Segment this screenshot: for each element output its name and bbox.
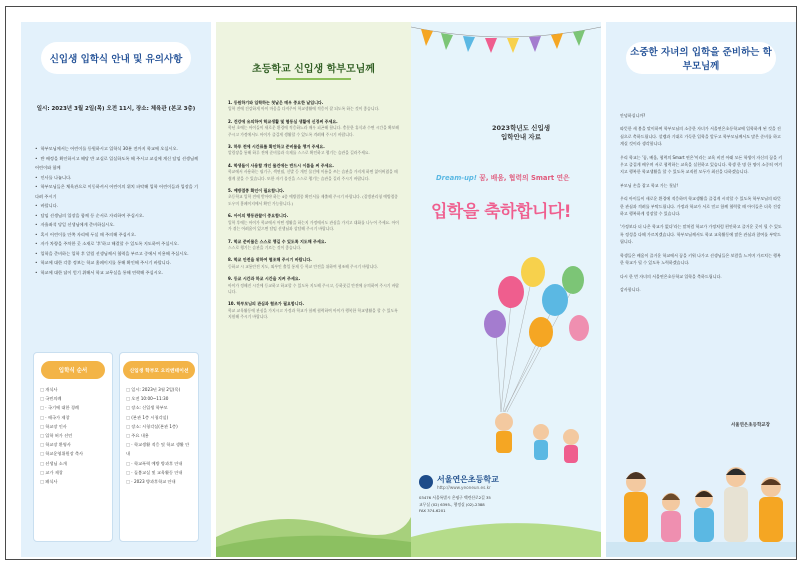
guideline-item [228, 163, 399, 182]
precaution-item: • 자율좌석 당일 선생님에게 준비하십시오. [35, 220, 201, 230]
greeting-paragraph: 감사합니다. [620, 286, 641, 292]
order-item: □ 학교장 인사 [40, 422, 106, 431]
order-item: □ 입학 허가 선언 [40, 431, 106, 440]
cover-school-year [466, 124, 576, 142]
order-item: □ 교가 제창 [40, 468, 106, 477]
orientation-item: □ · 2023 방과후학교 안내 [126, 477, 192, 486]
ceremony-order-list [34, 385, 112, 486]
order-item: □ 선생님 소개 [40, 459, 106, 468]
parent-guidelines [228, 100, 399, 327]
address-line: FAX 374-6201 [419, 508, 446, 513]
order-item: □ 학교운영위원장 축사 [40, 449, 106, 458]
guideline-item [228, 239, 399, 252]
guideline-heading: 8. 학교 안전을 위하여 협조해 주시기 바랍니다. [228, 257, 312, 263]
orientation-item: □ · 돌봄교실 및 교육활동 안내 [126, 468, 192, 477]
greeting-paragraph: 부모님 손을 잡고 학교 가는 첫날! [620, 182, 679, 188]
guideline-text: 학교에서 사용하는 필기구, 색연필, 신발 등 개인 물건에 이름을 쓰는 습관을 가지게 하면 잃어버렸을 때 쉽게 찾을 수 있습니다. 또한 자기 물건을 스스로 챙기는 습관을 길러 주시기 바랍니다. [228, 169, 398, 181]
orientation-item: □ · 학교생활 적응 및 학교 생활 안내 [126, 440, 192, 458]
slogan-dream: Dream-up! [436, 174, 477, 182]
brochure-frame [5, 6, 797, 560]
guideline-text: 학년 초에는 아이들이 새로운 환경에 적응하느라 매우 피곤해 합니다. 충분한 휴식과 수면 시간을 확보해 주시고 가정에서도 아이가 즐겁게 생활할 수 있도록 격려해 주시기 바랍니다. [228, 125, 399, 137]
precaution-item: • 자가 차량을 주차한 곳 소재로 '후'하고 해결할 수 있도록 지도하여 주십시오. [35, 239, 201, 249]
school-name: 서울연은초등학교 [437, 475, 499, 484]
orientation-list [120, 385, 198, 486]
guideline-heading: 3. 하루 전에 시간표를 확인하고 준비물을 챙겨 주세요. [228, 144, 325, 150]
school-year-label: 2023학년도 신입생 [491, 124, 551, 132]
guideline-item [228, 276, 399, 295]
panel-entrance-guide [21, 22, 211, 557]
order-item: □ 국민의례 [40, 394, 106, 403]
guideline-heading: 9. 등교 시간과 하교 시간을 지켜 주세요. [228, 276, 301, 282]
precaution-item: • 인사를 나눕니다. [35, 173, 201, 183]
guideline-text: 스스로 챙기는 습관을 기르는 것이 좋습니다. [228, 244, 302, 250]
guideline-item [228, 144, 399, 157]
greeting-paragraph: 따뜻한 새 봄을 맞이하여 학부모님의 소중한 자녀가 서울연은초등학교에 입학하게 된 것을 진심으로 축하드립니다. 설렘과 기대로 가득한 입학을 앞두고 학부모님께서도 많은 준비를 하고 계실 것이라 생각합니다. [620, 126, 781, 147]
panel2-title: 초등학교 신입생 학부모님께 [252, 63, 375, 75]
greeting-paragraph: 학생들은 배움이 즐거운 학교에서 꿈을 키워 나가고 선생님들은 보람을 느끼며 가르치는 행복한 학교가 될 수 있도록 노력하겠습니다. [620, 252, 781, 266]
order-item: □ · 애국가 제창 [40, 413, 106, 422]
guideline-heading: 4. 학생들이 사용할 개인 물건에는 반드시 이름을 써 주세요. [228, 162, 334, 168]
order-item: □ 폐식사 [40, 477, 106, 486]
ceremony-date-line: 일시: 2023년 3월 2일(목) 오전 11시, 장소: 체육관 (본교 3층) [36, 106, 196, 112]
slogan-rest: 꿈, 배움, 협력의 Smart 연은 [479, 174, 570, 182]
guideline-heading: 7. 학교 준비물은 스스로 챙길 수 있도록 지도해 주세요. [228, 238, 327, 244]
orientation-item: □ · 학교폭력 예방 방과후 안내 [126, 459, 192, 468]
panel-principal-letter [606, 22, 796, 557]
precautions-list [35, 144, 201, 277]
precaution-item: • 바랍니다. [35, 201, 201, 211]
precaution-item: • 학부모님들은 체육관으로 이동하셔서 어린이의 위치 파악해 입학 어린이들과 입장을 기다려 주시기 [35, 182, 201, 201]
guideline-item [228, 213, 399, 232]
school-url[interactable]: http://www.yeoneun.es.kr [437, 485, 491, 490]
bunting-flags [411, 22, 601, 62]
guideline-item [228, 100, 399, 113]
address-line: 교무실 (02) 6395-, 행정실 (02)-2388 [419, 501, 485, 507]
greeting-paragraph: 우리 아이들이 새로운 환경에 적응하며 학교생활을 즐겁게 시작할 수 있도록 학부모님의 따뜻한 관심과 격려를 부탁드립니다. 가정과 학교가 서로 믿고 함께 협력할 때 아이들은 더욱 건강하고 행복하게 성장할 수 있습니다. [620, 196, 781, 217]
hill-illustration [216, 497, 411, 557]
precaution-item: • 학교에 대한 답이 얻기 위해서 학교 교무실을 통해 연락해 주십시오. [35, 268, 201, 278]
greeting-paragraph: 다시 한 번 자녀의 서울연은초등학교 입학을 축하드립니다. [620, 273, 722, 279]
guideline-heading: 6. 아이의 행동관찰이 중요합니다. [228, 213, 289, 219]
guideline-text: 아이가 정해진 시간에 등교하고 하교할 수 있도록 지도해 주시고, 등하굣길 안전에 유의하여 주시기 바랍니다. [228, 282, 399, 294]
orientation-item: □ 오전 10:00~11:30 [126, 394, 192, 403]
orientation-box [119, 352, 199, 542]
guideline-item [228, 188, 399, 207]
guideline-text: 초등학교 입학 전에 받아야 하는 4종 예방접종 확인서를 제출해 주시기 바랍니다. (질병관리청 예방접종도우미 홈페이지에서 확인 가능합니다.) [228, 194, 398, 206]
precaution-item: • 입학을 준비하는 입학 후 알림 선생님께서 협력을 부르고 중에서 이용해 주십시오. [35, 249, 201, 259]
ceremony-order-title: 입학식 순서 [41, 361, 105, 379]
orientation-item: □ 장소: 시청각실(본관 1층) [126, 422, 192, 431]
school-info [419, 474, 529, 515]
guideline-item [228, 301, 399, 320]
cover-grass [411, 507, 601, 557]
guideline-item [228, 257, 399, 270]
greeting-paragraph: '가정보다 더 나은 학교가 없다'라는 말처럼 학교가 가정처럼 편안하고 즐거운 곳이 될 수 있도록 정성을 다해 가르치겠습니다. 학부모님께서도 학교 교육활동에 많은 관심과 참여를 부탁드립니다. [620, 224, 782, 245]
precaution-item: • 학부모님께서는 어린이를 등원하시고 입학식 30분 전까지 학교에 오십시오. [35, 144, 201, 154]
cover-title: 입학을 축하합니다! [431, 202, 572, 222]
guideline-heading: 2. 건강에 유의하여 학교생활 및 협동심 생활에 신경써 주세요. [228, 118, 338, 124]
guideline-item [228, 119, 399, 138]
precaution-item: • 반 배정을 확인하시고 해당 반 교실로 입실하도록 해 주시고 교실에 계신 담임 선생님께 어린이와 함께 [35, 154, 201, 173]
orientation-item: □ 일시: 2023년 3월 2일(목) [126, 385, 192, 394]
order-item: □ 개식사 [40, 385, 106, 394]
order-item: □ 학교장 환영사 [40, 440, 106, 449]
ceremony-order-box [33, 352, 113, 542]
orientation-item: □ (본관 1층 시청각실) [126, 413, 192, 422]
order-item: □ · 국기에 대한 경례 [40, 403, 106, 412]
principal-signature: 서울연은초등학교장 [730, 423, 770, 428]
panel1-title: 신입생 입학식 안내 및 유의사항 [41, 42, 191, 74]
precaution-item: • 담임 선생님의 입장을 함께 등 순서로 자리하여 주십시오. [35, 211, 201, 221]
guideline-text: 등하교 시 교통안전 지도, 외부인 출입 통제 등 학교 안전을 위하여 협조해 주시기 바랍니다. [228, 263, 379, 269]
balloons-illustration [471, 242, 601, 472]
panel-cover [411, 22, 601, 557]
orientation-title: 신입생 학부모 오리엔테이션 [123, 361, 195, 379]
principal-greeting [620, 112, 784, 299]
greeting-paragraph: 우리 학교는 '꿈, 배움, 협력의 Smart 연은'이라는 교육 비전 아래 모든 학생이 자신의 꿈을 키우고 즐겁게 배우며 서로 협력하는 교육을 실천하고 있습니다. 학생 한 명 한 명이 소중히 여겨지고 행복한 학교생활을 할 수 있도록 교직원 모두가 최선을 다하겠습니다. [620, 154, 783, 175]
title-underline [276, 78, 351, 80]
guideline-text: 입학 전에 건강하게 아이 마음을 다져주어 학교생활에 적응이 잘 되도록 하는 것이 좋습니다. [228, 106, 380, 112]
cover-slogan [436, 172, 586, 182]
guideline-text: 입학 후에는 아이가 학교에서 어떤 생활을 하는지 가정에서도 관심을 가지고 대화를 나누어 주세요. 아이가 겪는 어려움이 있으면 담임 선생님과 상담해 주시기 바랍니다. [228, 219, 399, 232]
guideline-text: 알림장을 통해 하루 전에 준비물과 숙제를 스스로 확인하고 챙기는 습관을 길러주세요. [228, 150, 370, 156]
guideline-heading: 1. 등원하기와 입학하는 첫날은 매우 중요한 날입니다. [228, 100, 324, 105]
panel4-title: 소중한 자녀의 입학을 준비하는 학부모님께 [626, 42, 776, 74]
greeting-paragraph: 안녕하십니까? [620, 113, 646, 118]
orientation-item: □ 장소: 신입생 학부모 [126, 403, 192, 412]
panel-parents-letter [216, 22, 411, 557]
address-line: 03476 서울특별시 은평구 백련산로2길 35 [419, 495, 491, 500]
guideline-text: 학교 교육활동에 관심을 가지시고 가정과 학교가 함께 협력하여 아이가 행복한 학교생활을 할 수 있도록 지원해 주시기 바랍니다. [228, 307, 398, 320]
family-illustration [606, 447, 796, 557]
school-logo-icon [419, 475, 433, 489]
precaution-item: • 학교에 대한 각종 정보는 학교 홈페이지를 통해 확인해 주시기 바랍니다. [35, 258, 201, 268]
precaution-item: • 혹시 어린이를 안쪽 자리에 두실 때 주의해 주십시오. [35, 230, 201, 240]
guideline-heading: 5. 예방접종 확인이 필요합니다. [228, 188, 285, 194]
guide-label: 입학안내 자료 [501, 133, 541, 141]
guideline-heading: 10. 학부모님의 관심과 협조가 필요합니다. [228, 301, 304, 307]
orientation-item: □ 주요 내용 [126, 431, 192, 440]
school-address [419, 495, 529, 515]
